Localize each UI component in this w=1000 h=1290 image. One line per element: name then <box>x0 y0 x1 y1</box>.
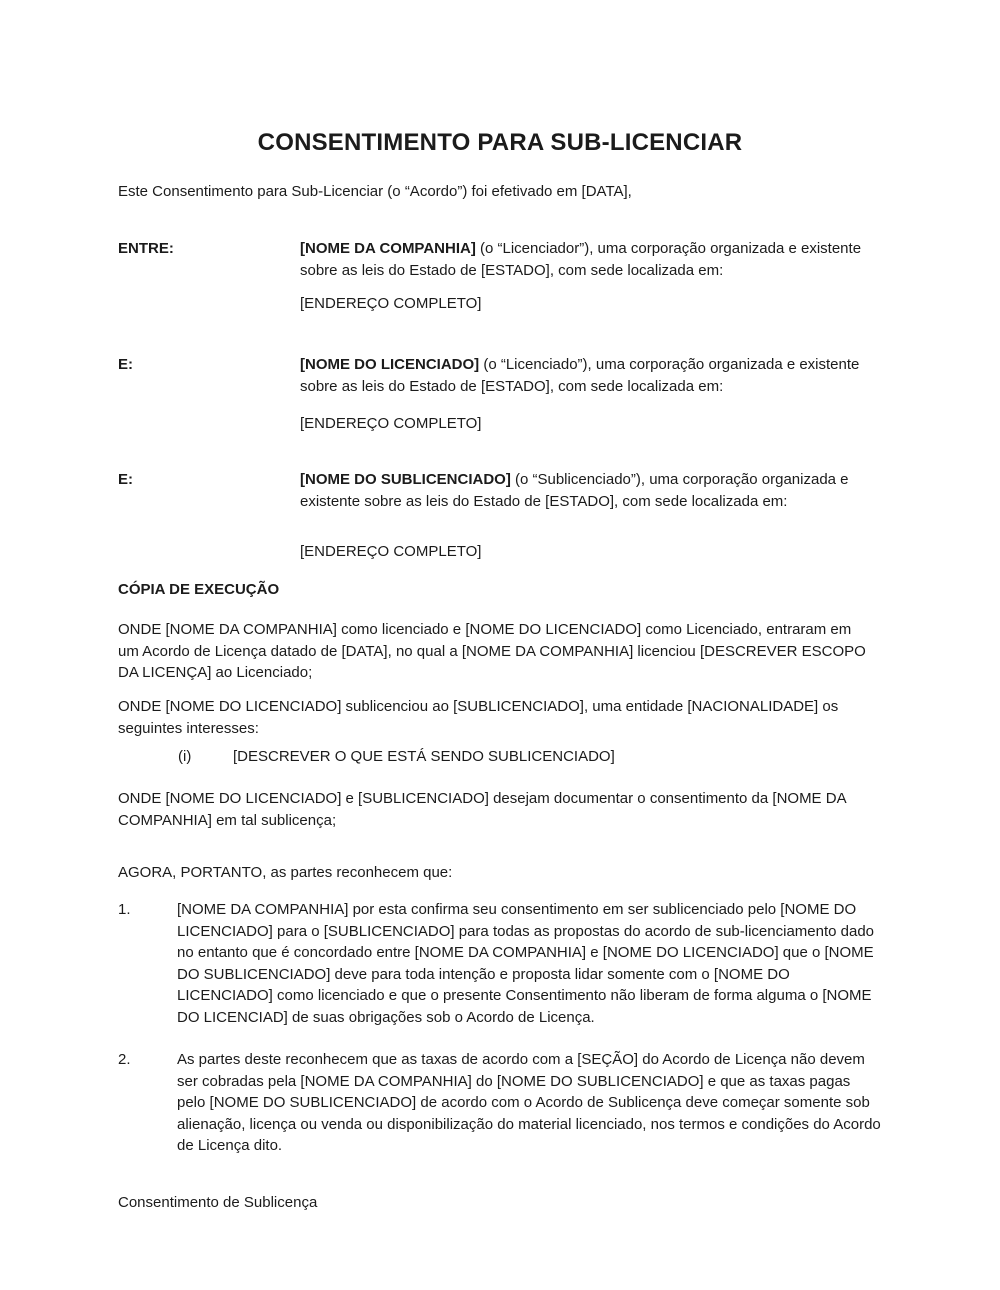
party-row-sublicensee <box>118 469 888 512</box>
party-label: E: <box>118 356 133 373</box>
intro-paragraph: Este Consentimento para Sub-Licenciar (o “Acordo”) foi efetivado em [DATA], <box>118 183 632 200</box>
clause-number: 1. <box>118 901 131 918</box>
recital-paragraph-1: ONDE [NOME DA COMPANHIA] como licenciado e [NOME DO LICENCIADO] como Licenciado, entraram em um Acordo de Licença datado de [DATA], no qual a [NOME DA COMPANHIA] licenciou [DESCREVER ESCOPO DA LICENÇA] ao Licenciado; <box>118 621 866 681</box>
party-description <box>300 238 885 281</box>
clause-text: As partes deste reconhecem que as taxas de acordo com a [SEÇÃO] do Acordo de Licença não devem ser cobradas pela [NOME DA COMPANHIA] do [NOME DO SUBLICENCIADO] e que as taxas pagas pelo [NOME DO SUBLICENCIADO] de acordo com o Acordo de Sublicença deve começar somente sob alienação, licença ou venda ou disponibilização do material licenciado, nos termos e condições do Acordo de Licença dito. <box>177 1051 881 1154</box>
party-name-placeholder: [NOME DO SUBLICENCIADO] <box>300 471 511 488</box>
party-row-licensor <box>118 238 888 281</box>
party-description <box>300 354 885 397</box>
sub-item-marker: (i) <box>178 748 192 765</box>
party-description-text: (o “Licenciado”), uma corporação organizada e existente sobre as leis do Estado de [ESTADO], com sede localizada em: <box>300 356 860 395</box>
party-description-text: (o “Sublicenciado”), uma corporação organizada e existente sobre as leis do Estado de [ESTADO], com sede localizada em: <box>300 471 849 510</box>
sub-item-text: [DESCREVER O QUE ESTÁ SENDO SUBLICENCIADO] <box>233 748 615 765</box>
document-footer: Consentimento de Sublicença <box>118 1194 318 1211</box>
clause-1 <box>118 899 888 1028</box>
party-row-licensee <box>118 354 888 397</box>
party-label: E: <box>118 471 133 488</box>
recital-paragraph-2: ONDE [NOME DO LICENCIADO] sublicenciou ao [SUBLICENCIADO], uma entidade [NACIONALIDADE] os seguintes interesses: <box>118 698 839 737</box>
party-name-placeholder: [NOME DO LICENCIADO] <box>300 356 480 373</box>
party-address-placeholder: [ENDEREÇO COMPLETO] <box>300 543 482 560</box>
party-name-placeholder: [NOME DA COMPANHIA] <box>300 240 476 257</box>
recital-paragraph-3: ONDE [NOME DO LICENCIADO] e [SUBLICENCIADO] desejam documentar o consentimento da [NOME DA COMPANHIA] em tal sublicença; <box>118 790 846 829</box>
section-heading-execution-copy: CÓPIA DE EXECUÇÃO <box>118 581 280 598</box>
operative-intro: AGORA, PORTANTO, as partes reconhecem que: <box>118 864 453 881</box>
party-description <box>300 469 855 512</box>
party-label: ENTRE: <box>118 240 174 257</box>
party-address-placeholder: [ENDEREÇO COMPLETO] <box>300 295 482 312</box>
clause-2 <box>118 1049 888 1157</box>
party-address-placeholder: [ENDEREÇO COMPLETO] <box>300 415 482 432</box>
clause-number: 2. <box>118 1051 131 1068</box>
sub-item-i <box>178 746 888 768</box>
clause-text: [NOME DA COMPANHIA] por esta confirma seu consentimento em ser sublicenciado pelo [NOME DO LICENCIADO] para o [SUBLICENCIADO] para todas as propostas do acordo de sub-licenciamento dado no entanto que é concordado entre [NOME DA COMPANHIA] e [NOME DO LICENCIADO] que o [NOME DO SUBLICENCIADO] deve para toda intenção e proposta lidar somente com o [NOME DO LICENCIADO] como licenciado e que o presente Consentimento não liberam de forma alguma o [NOME DO LICENCIAD] de suas obrigações sob o Acordo de Licença. <box>177 901 875 1026</box>
document-title: CONSENTIMENTO PARA SUB-LICENCIAR <box>257 129 743 157</box>
party-description-text: (o “Licenciador”), uma corporação organizada e existente sobre as leis do Estado de [ESTADO], com sede localizada em: <box>300 240 862 279</box>
